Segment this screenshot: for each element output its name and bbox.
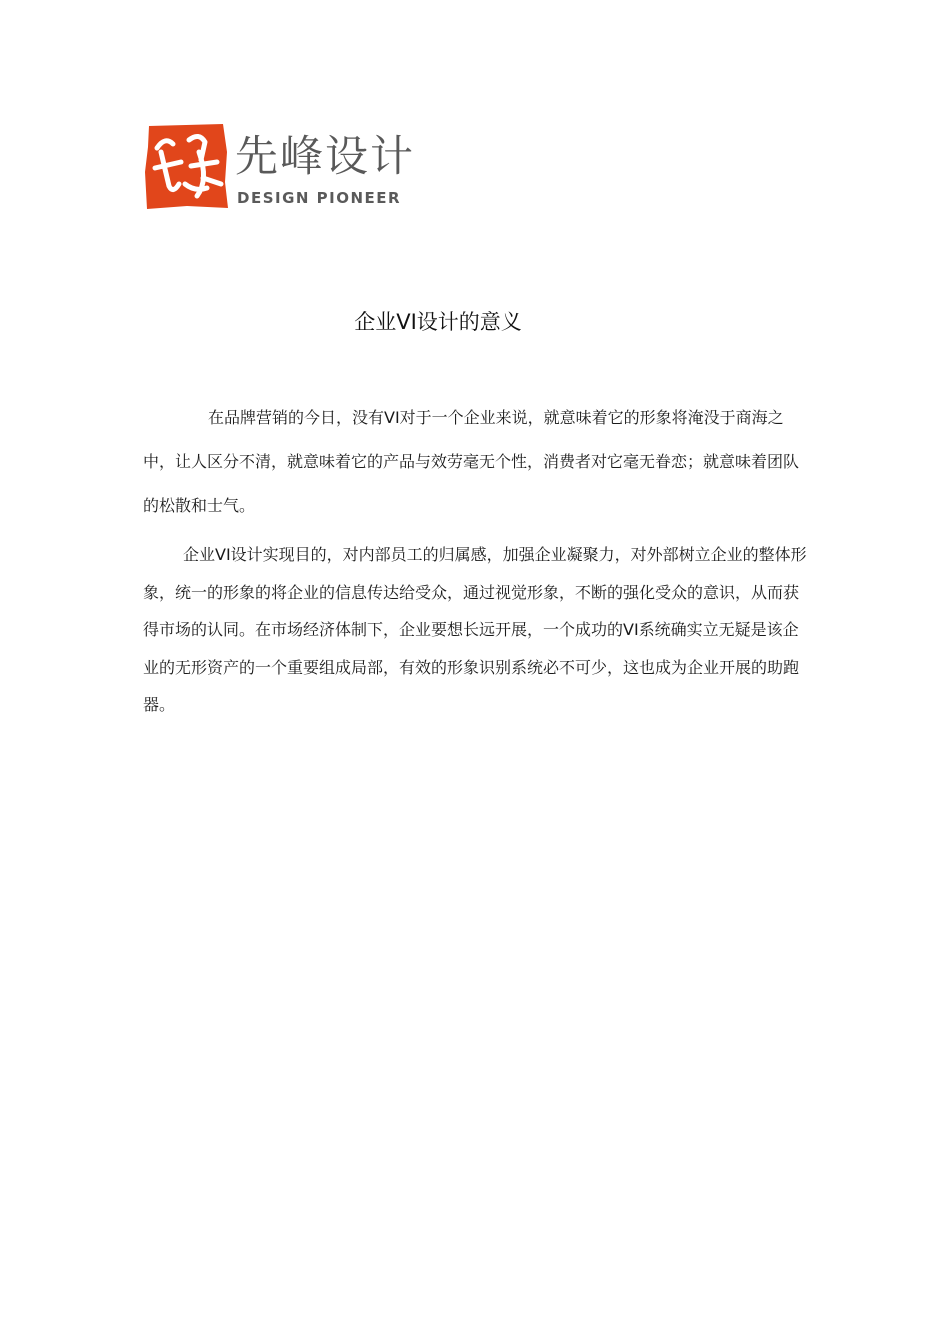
brand-name-chinese: 先峰设计 bbox=[235, 132, 415, 182]
paragraph-1: 在品牌营销的今日，没有VI对于一个企业来说，就意味着它的形象将淹没于商海之中，让人区分不清，就意味着它的产品与效劳毫无个性，消费者对它毫无眷恋；就意味着团队的松散和士气。 bbox=[143, 408, 800, 515]
paragraph-2: 企业VI设计实现目的，对内部员工的归属感，加强企业凝聚力，对外部树立企业的整体形象，统一的形象的将企业的信息传达给受众，通过视觉形象，不断的强化受众的意识，从而获得市场的认同。在市场经济体制下，企业要想长远开展，一个成功的VI系统确实立无疑是该企业的无形资产的一个重要组成局部，有效的形象识别系统必不可少，这也成为企业开展的助跑器。 bbox=[143, 545, 807, 714]
red-seal-logo-icon bbox=[143, 122, 229, 210]
document-title: 企业VI设计的意义 bbox=[354, 310, 522, 334]
brand-name-english: DESIGN PIONEER bbox=[237, 189, 402, 207]
company-logo bbox=[143, 122, 435, 212]
